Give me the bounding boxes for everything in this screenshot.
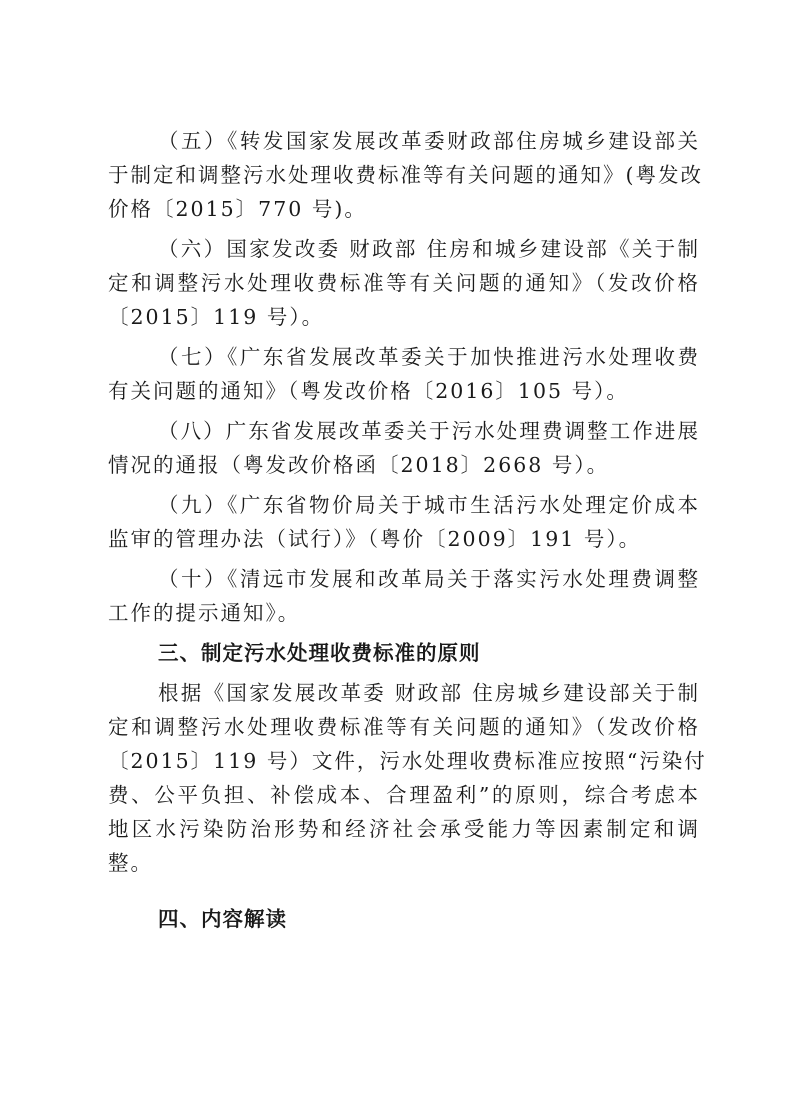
text-line: 情况的通报（粤发改价格函〔2018〕2668 号）。 xyxy=(108,453,610,477)
text-line: （六）国家发改委 财政部 住房和城乡建设部《关于制 xyxy=(158,237,700,261)
document-page xyxy=(108,124,707,942)
section-4-heading: 四、内容解读 xyxy=(158,907,287,931)
text-line: 监审的管理办法（试行）》（粤价〔2009〕191 号）。 xyxy=(108,527,642,551)
text-line: 工作的提示通知》。 xyxy=(108,601,301,625)
reference-item-9 xyxy=(108,488,700,556)
text-line: 费、公平负担、补偿成本、合理盈利”的原则，综合考虑本 xyxy=(108,783,700,807)
text-line: （十）《清远市发展和改革局关于落实污水处理费调整 xyxy=(158,567,700,591)
reference-item-6 xyxy=(108,232,700,334)
reference-item-10 xyxy=(108,562,700,630)
text-line: （七）《广东省发展改革委关于加快推进污水处理收费 xyxy=(158,345,700,369)
text-line: 〔2015〕119 号）。 xyxy=(108,305,325,329)
section-3-body xyxy=(108,676,707,880)
text-line: 〔2015〕119 号）文件，污水处理收费标准应按照“污染付 xyxy=(108,749,707,773)
text-line: 于制定和调整污水处理收费标准等有关问题的通知》(粤发改 xyxy=(108,163,703,187)
reference-item-8 xyxy=(108,414,700,482)
text-line: （九）《广东省物价局关于城市生活污水处理定价成本 xyxy=(158,493,700,517)
text-line: 根据《国家发展改革委 财政部 住房城乡建设部关于制 xyxy=(158,681,700,705)
text-line: 地区水污染防治形势和经济社会承受能力等因素制定和调 xyxy=(108,817,700,841)
reference-item-5 xyxy=(108,124,703,226)
text-line: （五）《转发国家发展改革委财政部住房城乡建设部关 xyxy=(158,129,700,153)
reference-item-7 xyxy=(108,340,700,408)
text-line: 整。 xyxy=(108,851,153,875)
text-line: 定和调整污水处理收费标准等有关问题的通知》（发改价格 xyxy=(108,715,700,739)
text-line: 价格〔2015〕770 号)。 xyxy=(108,197,367,221)
text-line: （八）广东省发展改革委关于污水处理费调整工作进展 xyxy=(158,419,700,443)
text-line: 有关问题的通知》（粤发改价格〔2016〕105 号）。 xyxy=(108,379,629,403)
text-line: 定和调整污水处理收费标准等有关问题的通知》（发改价格 xyxy=(108,271,700,295)
section-3-heading: 三、制定污水处理收费标准的原则 xyxy=(158,641,481,665)
